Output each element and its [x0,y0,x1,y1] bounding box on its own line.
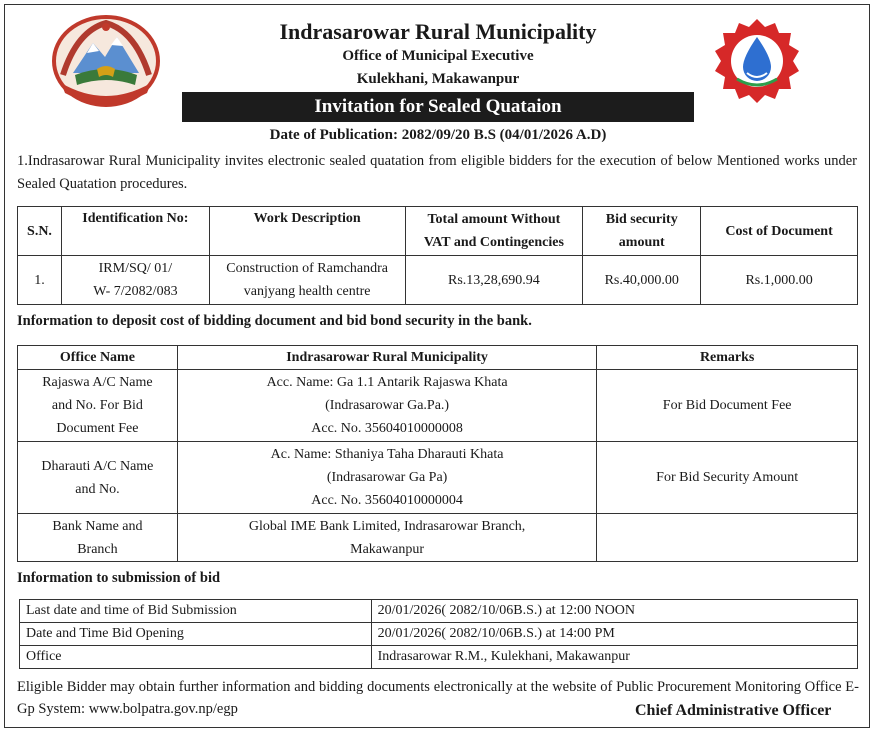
cell-remarks [597,514,858,562]
bank-table [17,345,858,562]
col-office-name: Office Name [18,346,178,370]
table-row [18,370,858,442]
office-name: Office of Municipal Executive [342,48,534,64]
office-address: Kulekhani, Makawanpur [356,71,520,87]
table-row [20,623,858,646]
works-table-header [18,207,858,256]
signatory: Chief Administrative Officer [635,702,832,719]
bank-table-header [18,346,858,370]
cell-account-label: Bank Name and Branch [18,514,178,562]
notice-page [4,4,870,728]
col-remarks: Remarks [597,346,858,370]
cell-submission-label: Office [20,646,372,669]
table-row [20,646,858,669]
cell-bid-security: Rs.40,000.00 [583,256,701,305]
submission-section-heading: Information to submission of bid [17,570,221,586]
submission-table [19,599,858,669]
cell-account-label: Dharauti A/C Name and No. [18,442,178,514]
col-cost-of-document: Cost of Document [701,207,858,256]
col-identification: Identification No: [61,207,209,256]
cell-cost-of-document: Rs.1,000.00 [701,256,858,305]
bank-section-heading: Information to deposit cost of bidding document and bid bond security in the bank. [17,313,532,329]
cell-work-description: Construction of Ramchandra vanjyang health centre [209,256,405,305]
cell-sn: 1. [18,256,62,305]
cell-account-label: Rajaswa A/C Name and No. For Bid Document Fee [18,370,178,442]
cell-submission-value: 20/01/2026( 2082/10/06B.S.) at 12:00 NOON [371,600,857,623]
table-row [18,514,858,562]
cell-identification: IRM/SQ/ 01/ W- 7/2082/083 [61,256,209,305]
works-table [17,206,858,305]
table-row [18,256,858,305]
municipality-title: Indrasarowar Rural Municipality [279,19,597,44]
cell-submission-label: Last date and time of Bid Submission [20,600,372,623]
intro-paragraph: 1.Indrasarowar Rural Municipality invites electronic sealed quatation from eligible bidders for the execution of below Mentioned works under Sealed Quatation procedures. [17,153,857,192]
footer-paragraph: Eligible Bidder may obtain further information and bidding documents electronically at the website of Public Procurement Monitoring Office E-Gp System: www.bolpatra.gov.np/egp [17,679,859,717]
cell-submission-value: Indrasarowar R.M., Kulekhani, Makawanpur [371,646,857,669]
publication-date: Date of Publication: 2082/09/20 B.S (04/01/2026 A.D) [269,127,607,143]
col-bid-security: Bid security amount [583,207,701,256]
col-total-amount: Total amount Without VAT and Contingencies [405,207,583,256]
notice-title-banner: Invitation for Sealed Quataion [182,92,694,122]
cell-account-detail: Global IME Bank Limited, Indrasarowar Branch, Makawanpur [177,514,596,562]
cell-submission-label: Date and Time Bid Opening [20,623,372,646]
col-sn: S.N. [18,207,62,256]
cell-remarks: For Bid Security Amount [597,442,858,514]
cell-submission-value: 20/01/2026( 2082/10/06B.S.) at 14:00 PM [371,623,857,646]
cell-account-detail: Acc. Name: Ga 1.1 Antarik Rajaswa Khata (Indrasarowar Ga.Pa.) Acc. No. 35604010000008 [177,370,596,442]
cell-account-detail: Ac. Name: Sthaniya Taha Dharauti Khata (Indrasarowar Ga Pa) Acc. No. 35604010000004 [177,442,596,514]
table-row [20,600,858,623]
table-row [18,442,858,514]
col-municipality: Indrasarowar Rural Municipality [177,346,596,370]
cell-total-amount: Rs.13,28,690.94 [405,256,583,305]
cell-remarks: For Bid Document Fee [597,370,858,442]
col-work-description: Work Description [209,207,405,256]
